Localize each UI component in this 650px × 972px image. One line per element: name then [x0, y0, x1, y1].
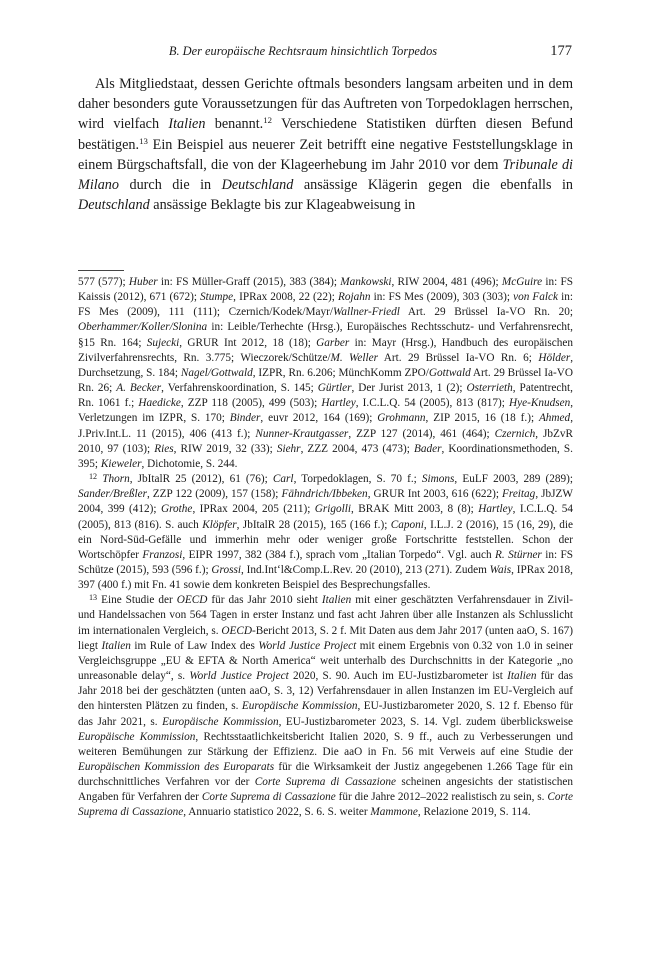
text-run: mit einem Ergebnis von 0.32 von 1.0 in seiner Vergleichsgruppe „EU & EFTA & North America“ weit unterhalb des Durchschnitts in der Kategorie „no unreasonable delay“, s.: [78, 639, 573, 683]
italic-run: Italien: [168, 116, 206, 133]
italic-run: Carl: [272, 473, 294, 486]
text-run: , JbItalR 25 (2012), 61 (76);: [129, 473, 273, 486]
text-run: in: FS Kaissis (2012), 671 (672);: [78, 276, 573, 304]
text-run: , Dichotomie, S. 244.: [141, 457, 238, 470]
running-head-title: B. Der europäische Rechtsraum hinsichtlich Torpedos: [168, 44, 438, 58]
italic-run: OECD: [221, 624, 252, 637]
italic-run: Thorn: [102, 473, 130, 486]
text-run: , GRUR Int 2003, 616 (622);: [367, 488, 502, 501]
footnote-number: 13: [89, 593, 98, 603]
text-run: , ZZP 127 (2014), 461 (464);: [348, 427, 495, 440]
italic-run: Europäische Kommission: [241, 700, 358, 713]
italic-run: Freitag: [501, 488, 536, 501]
text-run: , RIW 2019, 32 (33);: [173, 442, 277, 455]
text-run: in: Mayr (Hrsg.), Handbuch des europäischen Zivilverfahrensrechts, Rn. 3.775; Wieczorek/Schütze/: [78, 336, 573, 364]
text-run: Ein Beispiel aus neuerer Zeit betrifft eine negative Feststellungsklage in einem Bürgschaftsfall, die von der Klageerhebung im Jahr 2010 vor dem: [78, 136, 573, 173]
italic-run: Grigolli: [314, 503, 352, 516]
italic-run: Kieweler: [100, 457, 142, 470]
text-run: , ZZP 118 (2005), 499 (503);: [180, 397, 322, 410]
footnotes: [78, 275, 573, 821]
italic-run: Tribunale di Milano: [78, 156, 573, 194]
italic-run: Gottwald: [428, 366, 471, 379]
italic-run: Corte Suprema di Cassazione: [254, 776, 397, 789]
footnote-ref: 13: [139, 135, 148, 146]
footnote-text: [78, 594, 573, 818]
text-run: , BRAK Mitt 2003, 8 (8);: [351, 503, 479, 516]
footnote-13: [78, 593, 573, 820]
text-run: , Verletzungen im IZPR, S. 170;: [78, 397, 574, 425]
text-run: , ZZP 122 (2009), 157 (158);: [146, 488, 282, 501]
italic-run: Europäische Kommission: [162, 715, 279, 728]
text-run: , Verfahrenskoordination, S. 145;: [161, 382, 318, 395]
text-run: , GRUR Int 2012, 18 (18);: [179, 336, 317, 349]
italic-run: Mankowski: [340, 276, 392, 288]
italic-run: Grossi: [211, 563, 242, 576]
text-run: Art. 29 Brüssel Ia-VO Rn. 20;: [399, 306, 574, 319]
text-run: Als Mitgliedstaat, dessen Gerichte oftmals besonders langsam arbeiten und in dem daher besonders gute Voraussetzungen für das Auftreten von Torpedoklagen herrschen, wird vielfach: [78, 76, 573, 133]
text-run: , RIW 2004, 481 (496);: [391, 276, 502, 288]
text-run: , JbJZW 2004, 399 (412);: [78, 488, 574, 516]
italic-run: Klöpfer: [202, 518, 237, 531]
italic-run: Huber: [128, 276, 158, 288]
italic-run: Italien: [507, 670, 537, 683]
italic-run: Ries: [154, 442, 174, 455]
italic-run: Hartley: [478, 503, 513, 516]
italic-run: Gürtler: [317, 382, 352, 395]
text-run: in: FS Müller-Graff (2015), 383 (384);: [157, 276, 341, 288]
text-run: in: FS Mes (2009), 111 (111); Czernich/Kodek/Mayr/: [78, 291, 573, 319]
footnote-continued: [78, 275, 573, 472]
text-run: im Rule of Law Index des: [130, 639, 259, 652]
italic-run: Haedicke: [138, 397, 181, 410]
footnote-separator: [78, 270, 124, 271]
text-run: , euvr 2012, 164 (169);: [260, 412, 378, 425]
page-number: 177: [550, 43, 572, 59]
italic-run: World Justice Project: [258, 639, 357, 652]
italic-run: Italien: [101, 639, 131, 652]
italic-run: McGuire: [501, 276, 543, 288]
italic-run: Wallner-Friedl: [333, 306, 400, 319]
text-run: , EU-Justizbarometer 2020, S. 12 f. Ebenso für das Jahr 2021, s.: [78, 700, 573, 728]
italic-run: Siehr: [276, 442, 301, 455]
italic-run: Hye-Knudsen: [508, 397, 571, 410]
footnote-ref: 12: [263, 115, 273, 126]
text-run: , JbItalR 28 (2015), 165 (166 f.);: [236, 518, 391, 531]
main-text: [78, 74, 573, 215]
italic-run: A. Becker: [116, 382, 162, 395]
italic-run: Deutschland: [78, 197, 150, 214]
italic-run: Osterrieth: [466, 382, 513, 395]
text-run: , Annuario statistico 2022, S. 6. S. weiter: [183, 806, 371, 819]
italic-run: Sujecki: [146, 336, 180, 349]
text-run: , I.C.L.Q. 54 (2005), 813 (816). S. auch: [78, 503, 574, 531]
text-run: , IPRax 2018, 397 (400 f.) mit Fn. 41 sowie dem konkreten Beispiel des Besprechungsfalles.: [78, 563, 573, 592]
text-run: , Der Jurist 2013, 1 (2);: [351, 382, 467, 395]
italic-run: Nunner-Krautgasser: [255, 427, 349, 440]
text-run: -Bericht 2013, S. 2 f. Mit Daten aus dem Jahr 2017 (unten aaO, S. 167) liegt: [78, 624, 573, 652]
italic-run: Sander/Breßler: [78, 488, 147, 501]
text-run: für die Wirksamkeit der Justiz angegebenen 1.266 Tage für ein durchschnittliches Verfahren vor der: [78, 761, 573, 789]
text-run: ansässige Klägerin gegen die ebenfalls in: [293, 177, 574, 194]
italic-run: M. Weller: [330, 351, 379, 364]
text-run: , Durchsetzung, S. 184;: [78, 351, 574, 379]
text-run: scheinen angesichts der statistischen Angaben für Verfahren der: [78, 776, 574, 804]
text-run: Art. 29 Brüssel Ia-VO Rn. 26;: [78, 366, 573, 395]
italic-run: Italien: [321, 594, 352, 607]
text-run: Verschiedene Statistiken dürften diesen Befund bestätigen.: [78, 116, 573, 153]
text-run: , EU-Justizbarometer 2023, S. 14. Vgl. zudem überblicksweise: [278, 715, 573, 728]
running-head: [78, 44, 572, 64]
text-run: , IPRax 2004, 205 (211);: [192, 503, 315, 516]
italic-run: Wais: [489, 563, 512, 576]
italic-run: Fähndrich/Ibbeken: [281, 488, 368, 501]
text-run: benannt.: [205, 116, 264, 133]
text-run: , Koordinationsmethoden, S. 395;: [78, 442, 573, 470]
text-run: in: Leible/Terhechte (Hrsg.), Europäisches Rechtsschutz- und Verfahrensrecht, §15 Rn. 164;: [78, 321, 573, 349]
italic-run: Corte Suprema di Cassazione: [78, 791, 574, 819]
italic-run: von Falck: [513, 291, 559, 304]
text-run: , EuLF 2003, 289 (289);: [454, 473, 573, 486]
text-run: 577 (577);: [78, 276, 129, 288]
italic-run: Corte Suprema di Cassazione: [201, 791, 336, 804]
footnote-text: [78, 276, 573, 470]
text-run: Eine Studie der: [101, 594, 177, 607]
italic-run: World Justice Project: [189, 670, 289, 683]
text-run: Art. 29 Brüssel Ia-VO Rn. 6;: [378, 351, 539, 364]
italic-run: Simons: [421, 473, 455, 486]
text-run: für das Jahr 2018 bei der geschätzten (unten aaO, S. 3, 12) Verfahrensdauer in allen Instanzen im EU-Vergleich auf den hintersten Plätzen zu finden, s.: [78, 670, 573, 713]
italic-run: Hartley: [321, 397, 356, 410]
text-run: , IPRax 2008, 22 (22);: [233, 291, 338, 304]
footnote-text: [78, 473, 573, 591]
text-run: ansässige Beklagte bis zur Klageabweisung in: [149, 197, 416, 214]
text-run: , ZIP 2015, 16 (18 f.);: [425, 412, 539, 425]
text-run: , JbZvR 2010, 97 (103);: [78, 427, 573, 455]
text-run: für das Jahr 2010 sieht: [207, 594, 322, 607]
footnote-12: [78, 472, 573, 593]
text-run: in: FS Schütze (2015), 593 (596 f.);: [78, 548, 574, 576]
text-run: , Relazione 2019, S. 114.: [417, 806, 531, 819]
text-run: , Patentrecht, Rn. 1061 f.;: [78, 382, 573, 410]
text-run: für die Jahre 2012–2022 realistisch zu sein, s.: [335, 791, 548, 804]
italic-run: Czernich: [494, 427, 536, 440]
text-run: , Torpedoklagen, S. 70 f.;: [293, 473, 422, 486]
text-run: , EIPR 1997, 382 (384 f.), sprach vom „Italian Torpedo“. Vgl. auch: [182, 548, 495, 561]
italic-run: Stumpe: [200, 291, 234, 304]
italic-run: R. Stürner: [494, 548, 542, 561]
italic-run: Europäische Kommission: [78, 730, 196, 743]
text-run: , ZZZ 2004, 473 (473);: [300, 442, 414, 455]
italic-run: Grohmann: [377, 412, 426, 425]
italic-run: Oberhammer/Koller/Slonina: [78, 321, 208, 334]
italic-run: Franzosi: [142, 548, 183, 561]
text-run: , I.C.L.Q. 54 (2005), 813 (817);: [355, 397, 509, 410]
italic-run: Bader: [413, 442, 442, 455]
italic-run: Europäischen Kommission des Europarats: [78, 761, 275, 773]
italic-run: Binder: [229, 412, 261, 425]
italic-run: Deutschland: [221, 177, 294, 194]
text-run: , Ind.Int‘l&Comp.L.Rev. 20 (2010), 213 (271). Zudem: [241, 563, 490, 576]
italic-run: Grothe: [160, 503, 193, 516]
text-run: 2020, S. 90. Auch im EU-Justizbarometer ist: [288, 670, 508, 683]
text-run: , IZPR, Rn. 6.206; MünchKomm ZPO/: [252, 366, 429, 379]
body-paragraph: [78, 74, 573, 215]
text-run: in: FS Mes (2009), 303 (303);: [370, 291, 514, 304]
italic-run: Caponi: [390, 518, 424, 531]
italic-run: Rojahn: [338, 291, 371, 304]
italic-run: OECD: [176, 594, 208, 607]
text-run: , J.Priv.Int.L. 11 (2015), 406 (413 f.);: [78, 412, 573, 440]
italic-run: Garber: [316, 336, 350, 349]
italic-run: Nagel/Gottwald: [180, 366, 253, 379]
text-run: , I.L.J. 2 (2016), 15 (16, 29), die ein Nord-Süd-Gefälle und immerhin mehr oder weniger große Fortschritte feststellen. Schon der Wortschöpfer: [78, 518, 574, 561]
footnote-number: 12: [89, 472, 98, 482]
text-run: , Rechtsstaatlichkeitsbericht Italien 2020, S. 9 ff., auch zu Verbesserungen und weiteren Bemühungen zur Stärkung der Effizienz. Die aaO in Fn. 56 mit Verweis auf eine Studie der: [78, 730, 573, 758]
italic-run: Ahmed: [538, 412, 571, 425]
text-run: durch die in: [118, 177, 222, 194]
italic-run: Hölder: [538, 351, 571, 364]
italic-run: Mammone: [370, 806, 418, 819]
text-run: mit einer geschätzten Verfahrensdauer in Zivil- und Handelssachen von 564 Tagen in erster Instanz und fast acht Jahren über alle Instanzen als Schlusslicht im internationalen Vergleich, s.: [78, 594, 573, 637]
